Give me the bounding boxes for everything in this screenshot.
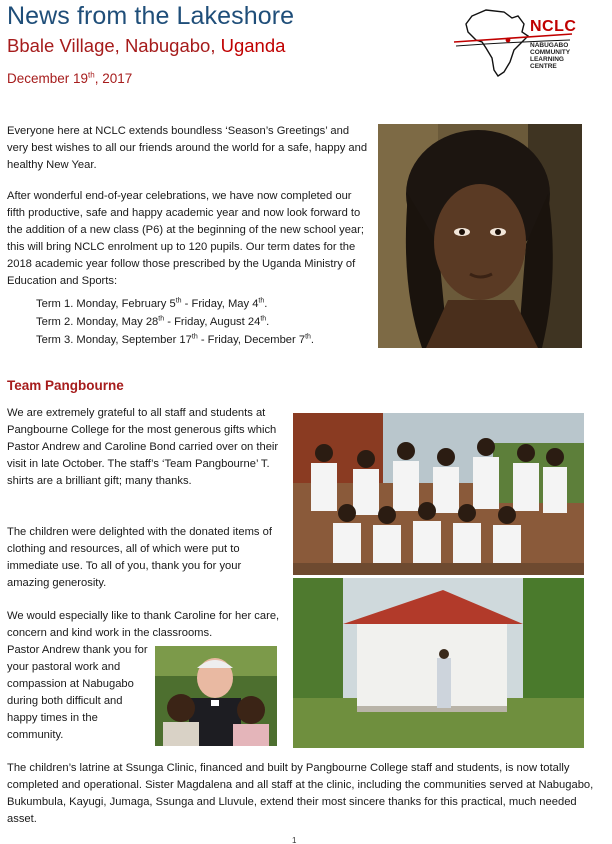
term-text: . bbox=[310, 334, 315, 346]
subtitle-location: Bbale Village, Nabugabo, bbox=[7, 35, 221, 56]
term-text: - Friday, August 24 bbox=[164, 316, 261, 328]
date-day: December 19 bbox=[7, 71, 89, 86]
term-text: Term 1. Monday, February 5 bbox=[36, 298, 176, 310]
term-text: . bbox=[264, 298, 268, 310]
logo-full-name bbox=[530, 42, 610, 70]
section-heading-team-pangbourne: Team Pangbourne bbox=[7, 378, 124, 393]
subtitle-country: Uganda bbox=[220, 35, 286, 56]
girl-portrait-photo bbox=[378, 124, 582, 348]
newsletter-date bbox=[7, 71, 132, 86]
page-number: 1 bbox=[292, 836, 297, 844]
term-suffix: th bbox=[175, 297, 182, 305]
logo-line: LEARNING bbox=[530, 56, 564, 63]
team-paragraph-5: The children’s latrine at Ssunga Clinic, financed and built by Pangbourne College staff and students, is now totally completed and operational. Sister Magdalena and all staff at the clinic, including the communities served at Nabugabo, Bukumbula, Kayugi, Jumaga, Ssunga and Lluvule, extend their most sincere thanks for this practical, much needed asset. bbox=[7, 762, 594, 825]
team-paragraph-3: We would especially like to thank Caroline for her care, concern and kind work in the classrooms. bbox=[7, 610, 280, 639]
pastor-andrew-with-children-photo bbox=[155, 646, 277, 746]
term-text: Term 3. Monday, September 17 bbox=[36, 334, 192, 346]
term-suffix: th bbox=[258, 297, 265, 305]
team-pangbourne-group-photo bbox=[293, 413, 584, 575]
term-text: - Friday, December 7 bbox=[197, 334, 306, 346]
term-text: . bbox=[266, 316, 270, 328]
term-suffix: th bbox=[305, 333, 311, 341]
logo-line: CENTRE bbox=[530, 63, 557, 70]
term-text: Term 2. Monday, May 28 bbox=[36, 316, 159, 328]
intro-paragraph-1: Everyone here at NCLC extends boundless ‘Season’s Greetings’ and very best wishes to all our friends around the world for a safe, happy and healthy New Year. bbox=[7, 125, 368, 171]
term-suffix: th bbox=[191, 333, 198, 341]
term-text: - Friday, May 4 bbox=[181, 298, 259, 310]
date-suffix: th bbox=[88, 70, 95, 80]
logo-line: COMMUNITY bbox=[530, 49, 571, 56]
term-3 bbox=[36, 332, 314, 349]
term-suffix: th bbox=[158, 315, 165, 323]
newsletter-title: News from the Lakeshore bbox=[7, 2, 295, 30]
term-suffix: th bbox=[260, 315, 267, 323]
logo-line: NABUGABO bbox=[530, 42, 569, 49]
term-1 bbox=[36, 296, 267, 313]
team-paragraph-2: The children were delighted with the donated items of clothing and resources, all of which were put to immediate use. To all of you, thank you for your amazing generosity. bbox=[7, 526, 272, 589]
newsletter-subtitle bbox=[7, 35, 285, 57]
team-paragraph-4: Pastor Andrew thank you for your pastoral work and compassion at Nabugabo during both difficult and happy times in the community. bbox=[7, 644, 148, 741]
intro-paragraph-2: After wonderful end-of-year celebrations, we have now completed our fifth productive, safe and happy academic year and now look forward to the addition of a new class (P6) at the beginning of the new school year; this will bring NCLC enrolment up to 120 pupils. Our term dates for the 2018 academic year follow those prescribed by the Uganda Ministry of Education and Sports: bbox=[7, 190, 364, 287]
date-year: , 2017 bbox=[94, 71, 133, 86]
team-paragraph-1: We are extremely grateful to all staff and students at Pangbourne College for the most generous gifts which Pastor Andrew and Caroline Bond carried over on their visit in late October. The staff’s ‘Team Pangbourne’ T. shirts are a brilliant gift; many thanks. bbox=[7, 407, 279, 487]
term-2 bbox=[36, 314, 269, 331]
ssunga-clinic-latrine-photo bbox=[293, 578, 584, 748]
logo-acronym: NCLC bbox=[530, 18, 577, 35]
